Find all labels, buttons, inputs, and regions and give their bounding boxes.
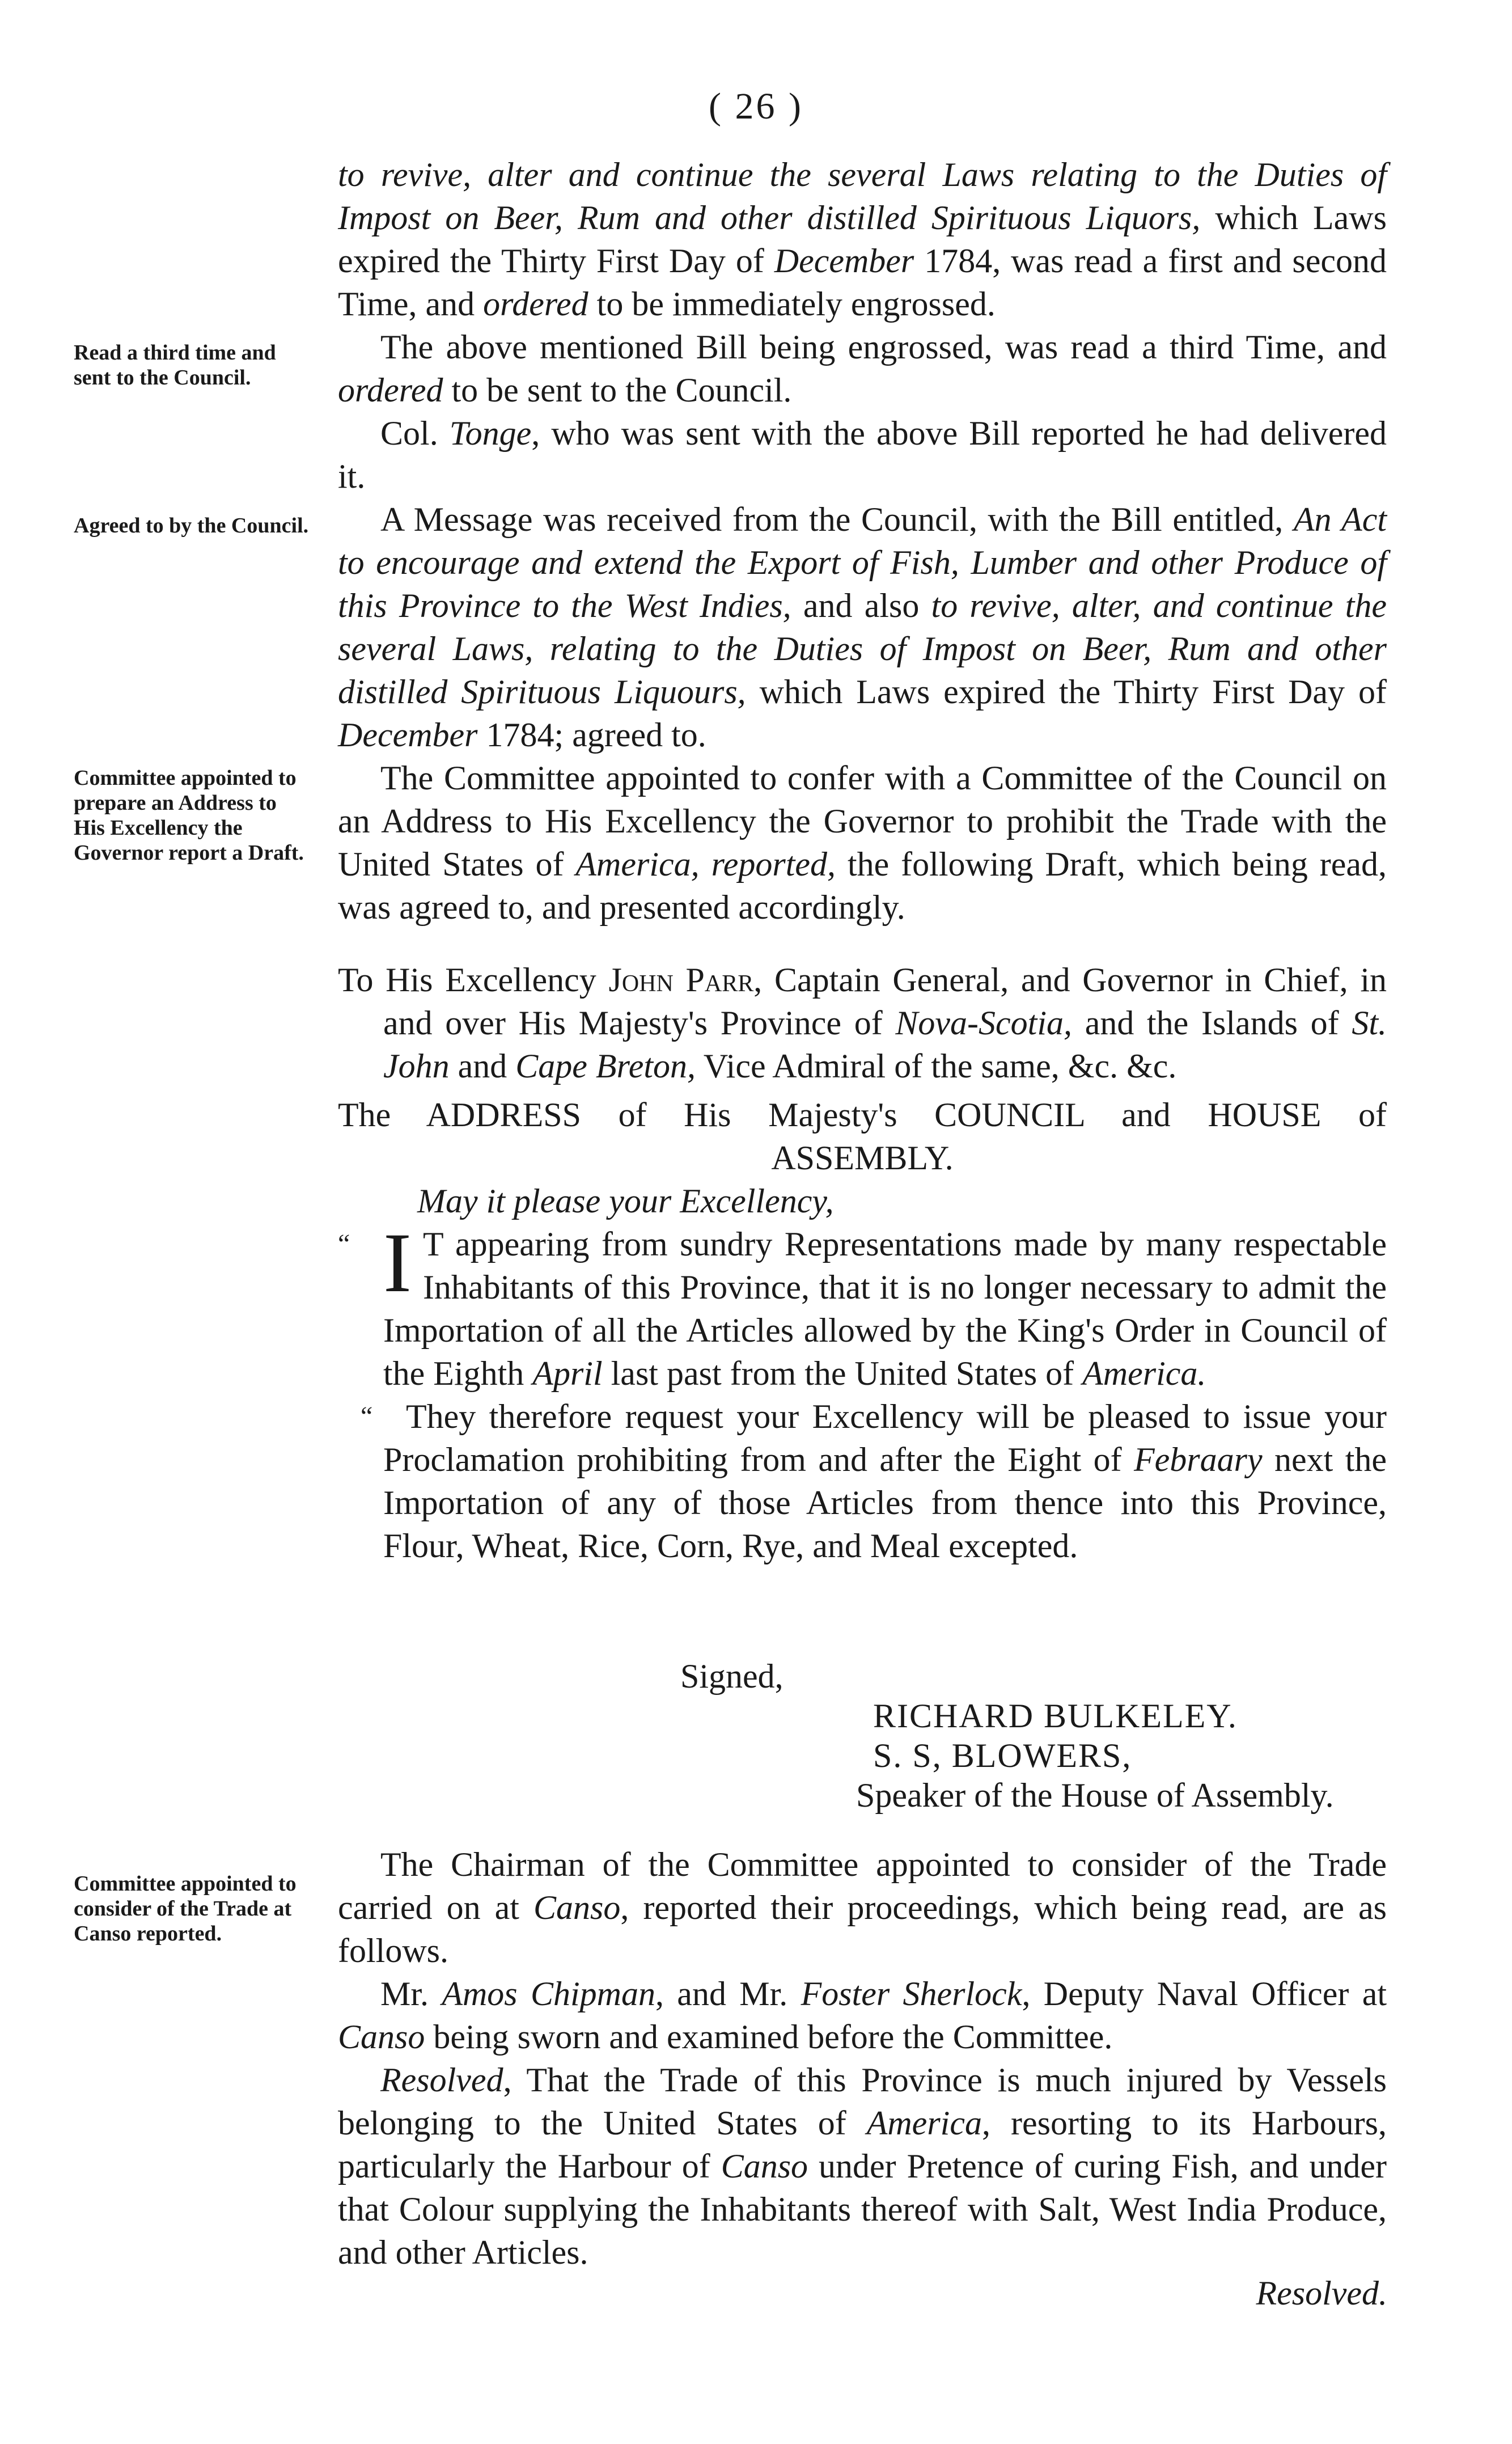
text-run: under Pretence of curing Fish, and under that Colour supplying the Inhabitants thereof with Salt, West India Produce, and other Articles.: [338, 2147, 1387, 2271]
text-run: Canso: [721, 2147, 808, 2185]
text-run: America, reported,: [575, 845, 836, 883]
text-run: to be sent to the Council.: [443, 371, 792, 409]
paragraph-canso-resolved: [338, 2058, 1387, 2274]
text-run: , and Mr.: [655, 1975, 801, 2012]
quote-mark: “: [338, 1229, 350, 1259]
signature-blowers: S. S, BLOWERS,: [873, 1737, 1132, 1774]
page-number: ( 26 ): [709, 86, 803, 127]
text-run: Canso: [533, 1889, 621, 1926]
address-title-line1: The ADDRESS of His Majesty's COUNCIL and HOUSE of: [338, 1096, 1387, 1134]
text-run: being sworn and examined before the Committee.: [425, 2018, 1113, 2056]
governor-name: John Parr: [608, 961, 754, 999]
text-run: Mr.: [380, 1975, 442, 2012]
paragraph-canso-sworn: [338, 1972, 1387, 2058]
text-run: St. John: [383, 1004, 1387, 1085]
margin-note-agreed-council: Agreed to by the Council.: [74, 514, 309, 538]
margin-note-committee-address: Committee appointed to prepare an Address to His Excellency the Governor report a Draft.: [74, 766, 304, 865]
margin-note-committee-canso: Committee appointed to consider of the Trade at Canso reported.: [74, 1872, 297, 1946]
text-run: , That the Trade of this Province is much injured by Vessels belonging to the United States of: [338, 2061, 1387, 2142]
text-run: , Deputy Naval Officer at: [1022, 1975, 1387, 2012]
margin-note-read-third: Read a third time and sent to the Council.: [74, 341, 276, 390]
drop-cap: I: [383, 1216, 412, 1310]
signed-label: Signed,: [680, 1657, 783, 1695]
catchword: Resolved.: [1256, 2274, 1387, 2312]
text-run: An Act to encourage and extend the Export of Fish, Lumber and other Produce of this Province to the West Indies,: [338, 501, 1387, 624]
text-run: The Chairman of the Committee appointed to consider of the Trade carried on at: [338, 1846, 1387, 1926]
text-run: America: [866, 2104, 982, 2142]
text-run: the following Draft, which being read, was agreed to, and presented accordingly.: [338, 845, 1387, 926]
text-run: Febraary: [1134, 1441, 1263, 1478]
signature-bulkeley: RICHARD BULKELEY.: [873, 1697, 1238, 1735]
text-run: Canso: [338, 2018, 425, 2056]
main-text-upper: [338, 153, 1387, 929]
text-run: Nova-Scotia,: [895, 1004, 1073, 1042]
salutation: May it please your Excellency,: [417, 1182, 834, 1220]
text-run: Tonge: [449, 415, 532, 452]
text-run: last past from the United States of: [602, 1355, 1083, 1392]
text-run: 1784; agreed to.: [477, 716, 706, 754]
text-run: A Message was received from the Council, with the Bill entitled,: [380, 501, 1294, 538]
text-run: , resorting to its Harbours, particularly the Harbour of: [338, 2104, 1387, 2185]
text-run: , reported their proceedings, which being read, are as follows.: [338, 1889, 1387, 1969]
text-run: To His Excellency: [338, 961, 609, 999]
text-run: T appearing from sundry Representations made by many respectable Inhabitants of this Province, that it is no longer necessary to admit the Importation of all the Articles allowed by the King's Order in Council of the Eighth: [383, 1225, 1387, 1392]
text-run: The above mentioned Bill being engrossed, was read a third Time, and: [380, 328, 1387, 366]
paragraph-canso-report: [338, 1843, 1387, 1972]
text-run: and the Islands of: [1072, 1004, 1352, 1042]
text-run: and also: [791, 587, 931, 624]
text-run: Vice Admiral of the same, &c. &c.: [696, 1047, 1177, 1085]
text-run: to be immediately engrossed.: [588, 285, 996, 323]
text-run: Foster Sherlock: [801, 1975, 1022, 2012]
text-run: Cape Breton,: [515, 1047, 696, 1085]
address-title-line2: ASSEMBLY.: [771, 1139, 954, 1177]
text-run: December: [774, 242, 914, 280]
text-run: which Laws expired the Thirty First Day of: [338, 199, 1387, 280]
paragraph-committee-draft: [338, 756, 1387, 929]
text-run: Amos Chipman: [442, 1975, 655, 2012]
text-run: , who was sent with the above Bill reported he had delivered it.: [338, 415, 1387, 495]
text-run: April: [532, 1355, 603, 1392]
canso-block: [338, 1843, 1387, 2274]
text-run: The Committee appointed to confer with a Committee of the Council on an Address to His Excellency the Governor to prohibit the Trade with the United States of: [338, 759, 1387, 883]
text-run: ordered: [338, 371, 443, 409]
text-run: America.: [1082, 1355, 1206, 1392]
text-run: Col.: [380, 415, 450, 452]
text-run: to revive, alter, and continue the several Laws, relating to the Duties of Impost on Beer, Rum and other distilled Spirituous Liquours,: [338, 587, 1387, 711]
bill-title-italic: to revive, alter and continue the several Laws relating to the Duties of Impost on Beer, Rum and other distilled Spirituous Liquors,: [338, 156, 1387, 236]
text-run: which Laws expired the Thirty First Day of: [746, 673, 1387, 711]
address-quote-2: [338, 1395, 1387, 1567]
text-run: Resolved: [380, 2061, 503, 2099]
text-run: December: [338, 716, 478, 754]
quote-mark: “: [361, 1401, 373, 1431]
address-quote-1: [338, 1216, 1387, 1395]
text-run: and: [449, 1047, 516, 1085]
paragraph-message-council: [338, 498, 1387, 756]
paragraph-bill-continued: [338, 153, 1387, 325]
paragraph-tonge: [338, 412, 1387, 498]
signature-title: Speaker of the House of Assembly.: [856, 1777, 1334, 1814]
address-block: [338, 958, 1387, 1567]
text-run: next the Importation of any of those Articles from thence into this Province, Flour, Wheat, Rice, Corn, Rye, and Meal excepted.: [383, 1441, 1387, 1565]
address-to: [338, 958, 1387, 1088]
address-title: [338, 1093, 1387, 1179]
text-run: , Captain General, and Governor in Chief, in and over His Majesty's Province of: [383, 961, 1387, 1042]
text-run: They therefore request your Excellency will be pleased to issue your Proclamation prohibiting from and after the Eight of: [383, 1398, 1387, 1478]
text-run: 1784, was read a first and second Time, and: [338, 242, 1387, 323]
paragraph-engrossed: [338, 325, 1387, 412]
text-run: ordered: [483, 285, 588, 323]
